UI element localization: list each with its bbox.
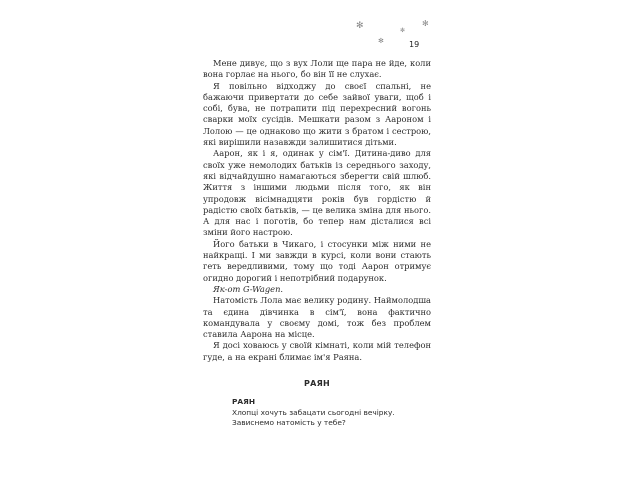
paragraph: Мене дивує, що з вух Лоли ще пара не йде, коли вона горлає на нього, бо він її не слухає.: [203, 58, 431, 80]
chat-sender: РАЯН: [232, 397, 256, 406]
snowflake-decoration: [338, 20, 438, 60]
page-number: 19: [409, 40, 420, 49]
chat-message: Хлопці хочуть забацати сьогодні вечірку.: [232, 407, 395, 417]
paragraph: Натомість Лола має велику родину. Наймолодша та єдина дівчинка в сім'ї, вона фактично командувала у своєму домі, тож без проблем ставила Аарона на місце.: [203, 295, 431, 340]
chat-block: [232, 397, 432, 429]
paragraph: Я повільно відходжу до своєї спальні, не бажаючи привертати до себе зайвої уваги, щоб і собі, бува, не потрапити під перехресний вогонь сварки моїх сусідів. Мешкати разом з Аароном і Лолою — це однаково що жити з братом і сестрою, які вирішили назавжди залишитися дітьми.: [203, 80, 431, 148]
paragraph: Його батьки в Чикаго, і стосунки між ними не найкращі. І ми завжди в курсі, коли вони стають геть вередливими, тому що тоді Аарон отримує огидно дорогий і непотрібний подарунок.: [203, 238, 431, 283]
snowflake-icon: ✻: [378, 37, 384, 45]
snowflake-icon: ✻: [356, 21, 364, 31]
snowflake-icon: ✻: [400, 27, 406, 34]
section-heading: РАЯН: [303, 379, 331, 388]
body-text: [203, 58, 431, 363]
paragraph: Я досі ховаюсь у своїй кімнаті, коли мій телефон гуде, а на екрані блимає ім'я Раяна.: [203, 340, 431, 362]
snowflake-icon: ✻: [422, 19, 429, 28]
paragraph-italic: Як-от G-Wagen.: [213, 283, 284, 294]
paragraph: Аарон, як і я, одинак у сім'ї. Дитина-диво для своїх уже немолодих батьків із середнього заходу, які відчайдушно намагаються зберегти свій шлюб. Життя з іншими людьми після того, як він упродовж вісімнадцяти років був гордістю й радістю своїх батьків, — це велика зміна для нього. А для нас і поготів, бо тепер нам дісталися всі зміни його настрою.: [203, 148, 431, 238]
chat-message: Зависнемо натомість у тебе?: [232, 418, 346, 428]
